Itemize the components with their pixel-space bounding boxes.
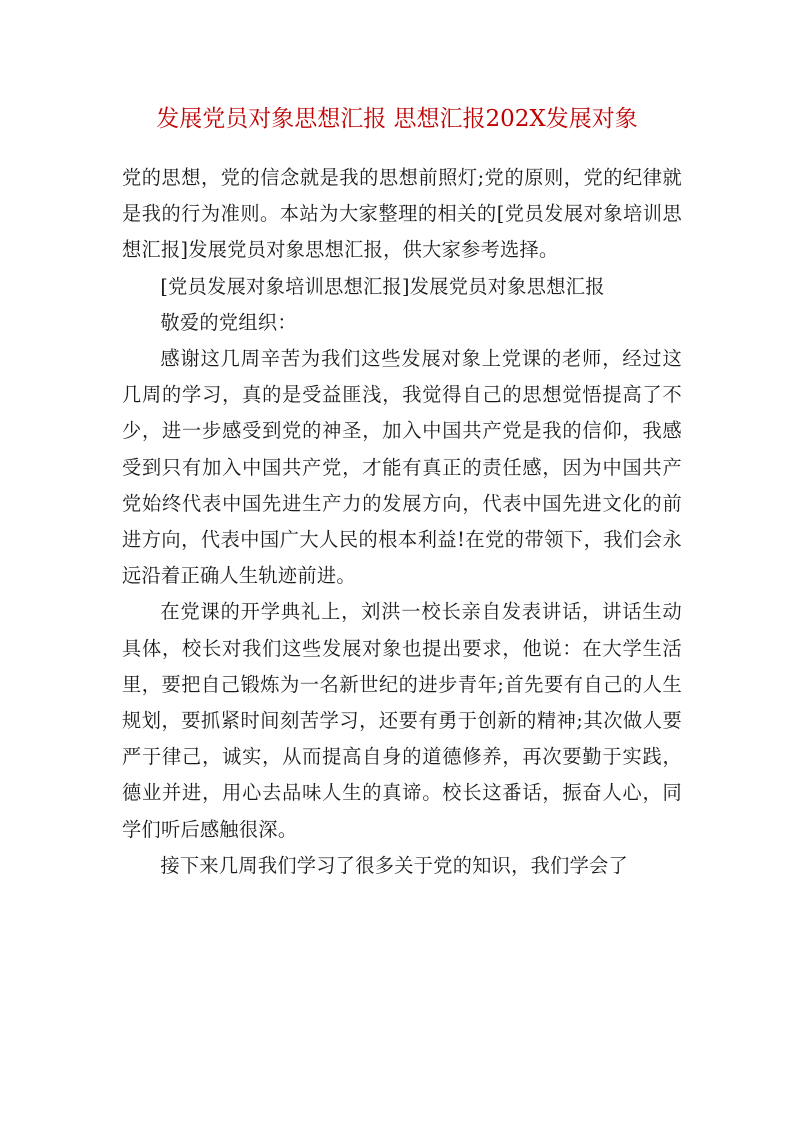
intro-paragraph: 党的思想，党的信念就是我的思想前照灯;党的原则，党的纪律就是我的行为准则。本站为大家整理的相关的[党员发展对象培训思想汇报]发展党员对象思想汇报，供大家参考选择。 bbox=[122, 166, 682, 262]
body-paragraph: 感谢这几周辛苦为我们这些发展对象上党课的老师，经过这几周的学习，真的是受益匪浅，我觉得自己的思想觉悟提高了不少，进一步感受到党的神圣，加入中国共产党是我的信仰，我感受到只有加入中国共产党，才能有真正的责任感，因为中国共产党始终代表中国先进生产力的发展方向，代表中国先进文化的前进方向，代表中国广大人民的根本利益!在党的带领下，我们会永远沿着正确人生轨迹前进。 bbox=[122, 347, 682, 588]
salutation: 敬爱的党组织： bbox=[160, 310, 297, 334]
body-paragraph: 在党课的开学典礼上，刘洪一校长亲自发表讲话，讲话生动具体，校长对我们这些发展对象也提出要求，他说：在大学生活里，要把自己锻炼为一名新世纪的进步青年;首先要有自己的人生规划，要抓紧时间刻苦学习，还要有勇于创新的精神;其次做人要严于律己，诚实，从而提高自身的道德修养，再次要勤于实践，德业并进，用心去品味人生的真谛。校长这番话，振奋人心，同学们听后感触很深。 bbox=[122, 600, 682, 841]
body-paragraph: 接下来几周我们学习了很多关于党的知识，我们学会了 bbox=[160, 853, 629, 877]
document-title: 发展党员对象思想汇报 思想汇报202X发展对象 bbox=[156, 106, 638, 132]
section-heading: [党员发展对象培训思想汇报]发展党员对象思想汇报 bbox=[160, 274, 605, 298]
document-body bbox=[122, 160, 682, 884]
